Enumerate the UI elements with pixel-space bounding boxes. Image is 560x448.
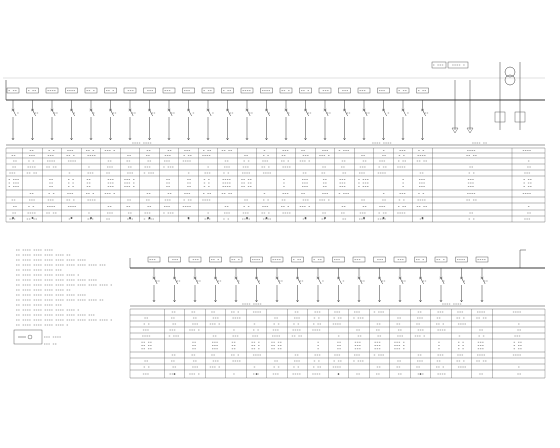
status-dot <box>188 217 190 219</box>
status-dot <box>383 217 385 219</box>
status-dot <box>363 217 365 219</box>
status-dot <box>420 373 422 375</box>
status-dot <box>149 217 151 219</box>
status-dot <box>174 373 176 375</box>
status-dot <box>12 217 14 219</box>
status-dot <box>207 217 209 219</box>
status-dot <box>246 217 248 219</box>
status-dot <box>305 217 307 219</box>
status-dot <box>256 373 258 375</box>
status-dot <box>324 217 326 219</box>
status-dot <box>129 217 131 219</box>
status-dot <box>422 217 424 219</box>
status-dot <box>90 217 92 219</box>
status-dot <box>32 217 34 219</box>
status-dot <box>71 217 73 219</box>
status-dot <box>338 373 340 375</box>
status-dot <box>266 217 268 219</box>
